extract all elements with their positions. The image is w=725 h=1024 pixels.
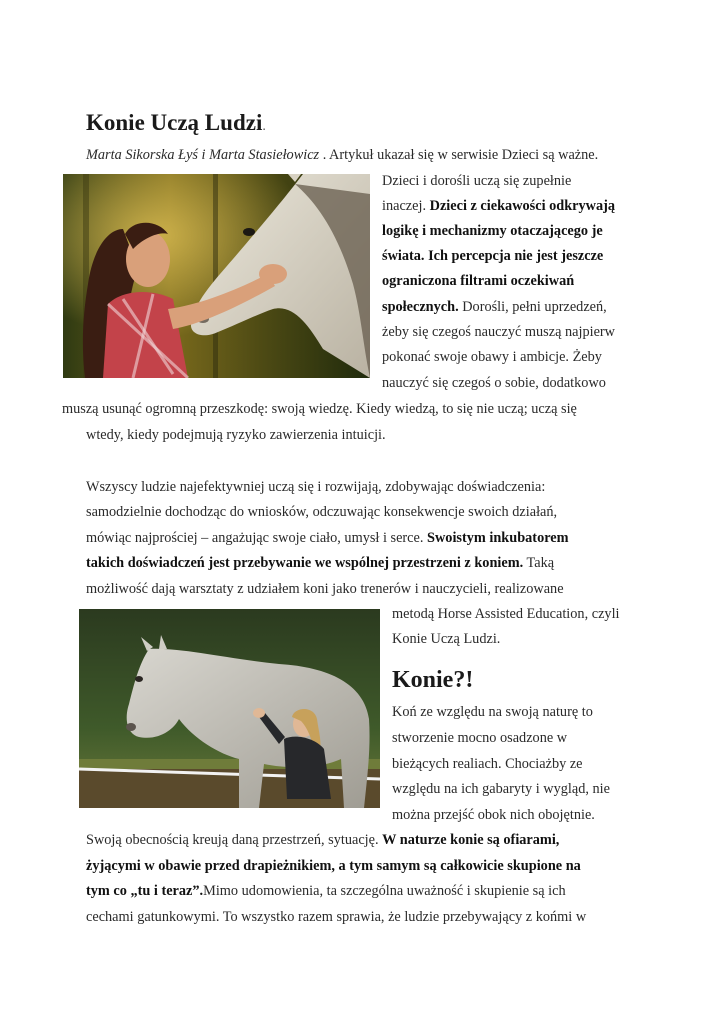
- text-run: Mimo udomowienia, ta szczególna uważność i skupienie są ich: [203, 883, 566, 899]
- bold-run: logikę i mechanizmy otaczającego je: [382, 223, 603, 239]
- para2-line-4: [86, 553, 554, 573]
- para1-line-5: [382, 271, 574, 291]
- para1-line-6: [382, 297, 607, 317]
- text-run: nauczyć się czegoś o sobie, dodatkowo: [382, 375, 606, 391]
- para3-line-8: [86, 881, 566, 901]
- text-run: Taką: [523, 555, 555, 571]
- text-run: względu na ich gabaryty i wygląd, nie: [392, 781, 610, 797]
- text-run: inaczej.: [382, 198, 430, 214]
- text-run: Dorośli, pełni uprzedzeń,: [458, 299, 607, 315]
- bold-run: Dzieci z ciekawości odkrywają: [429, 198, 616, 214]
- para2-line-2: [86, 502, 557, 522]
- text-run: Wszyscy ludzie najefektywniej uczą się i rozwijają, zdobywając doświadczenia:: [86, 479, 546, 495]
- para2-line-3: [86, 528, 569, 548]
- text-run: metodą Horse Assisted Education, czyli: [392, 606, 620, 622]
- text-run: można przejść obok nich obojętnie.: [392, 807, 595, 823]
- para1-line-7: [382, 322, 615, 342]
- para1-line-3: [382, 221, 603, 241]
- para3-line-9: [86, 907, 586, 927]
- para3-line-4: [392, 779, 610, 799]
- para2-line-1: [86, 477, 545, 497]
- bold-run: ograniczona filtrami oczekiwań: [382, 273, 575, 289]
- section-heading: Konie?!: [392, 667, 474, 693]
- text-run: wtedy, kiedy podejmują ryzyko zawierzenia intuicji.: [86, 427, 386, 443]
- para2-line-6: [392, 604, 620, 624]
- para3-line-5: [392, 805, 595, 825]
- title-text: Konie Uczą Ludzi: [86, 110, 263, 135]
- bold-run: W naturze konie są ofiarami,: [382, 832, 560, 848]
- para1-line-4: [382, 246, 603, 266]
- para1-line-9: [382, 373, 606, 393]
- para1-line-2: [382, 196, 615, 216]
- bold-run: takich doświadczeń jest przebywanie we wspólnej przestrzeni z koniem.: [86, 555, 524, 571]
- para3-line-7: [86, 856, 581, 876]
- text-run: Swoją obecnością kreują daną przestrzeń, sytuację.: [86, 832, 383, 848]
- para3-line-6: [86, 830, 559, 850]
- bold-run: tym co „tu i teraz”.: [86, 883, 204, 899]
- para3-line-3: [392, 754, 583, 774]
- para1-line-1: [382, 171, 571, 191]
- text-run: cechami gatunkowymi. To wszystko razem sprawia, że ludzie przebywający z końmi w: [86, 909, 587, 925]
- title-period: .: [262, 119, 266, 134]
- bold-run: żyjącymi w obawie przed drapieżnikiem, a tym samym są całkowicie skupione na: [86, 858, 581, 874]
- para3-line-1: [392, 702, 593, 722]
- text-run: Dzieci i dorośli uczą się zupełnie: [382, 173, 572, 189]
- byline-authors: Marta Sikorska Łyś i Marta Stasiełowicz: [86, 147, 320, 163]
- text-run: samodzielnie dochodząc do wniosków, odczuwając konsekwencje swoich działań,: [86, 504, 558, 520]
- article-title: [86, 110, 266, 136]
- text-run: pokonać swoje obawy i ambicje. Żeby: [382, 349, 602, 365]
- text-run: żeby się czegoś nauczyć muszą najpierw: [382, 324, 616, 340]
- para1-line-11: [86, 425, 386, 445]
- photo-horse-with-child: [79, 609, 380, 808]
- text-run: muszą usunąć ogromną przeszkodę: swoją wiedzę. Kiedy wiedzą, to się nie uczą; uczą się: [62, 401, 577, 417]
- bold-run: społecznych.: [382, 299, 459, 315]
- text-run: stworzenie mocno osadzone w: [392, 730, 568, 746]
- para1-line-8: [382, 347, 602, 367]
- para2-line-7: [392, 629, 500, 649]
- photo-girl-with-horse: [63, 174, 370, 378]
- byline-rest: . Artykuł ukazał się w serwisie Dzieci są ważne.: [319, 147, 599, 163]
- para1-line-10: [62, 399, 577, 419]
- para3-line-2: [392, 728, 567, 748]
- text-run: możliwość dają warsztaty z udziałem koni jako trenerów i nauczycieli, realizowane: [86, 581, 564, 597]
- text-run: Konie Uczą Ludzi.: [392, 631, 501, 647]
- text-run: bieżących realiach. Chociażby ze: [392, 756, 583, 772]
- para2-line-5: [86, 579, 564, 599]
- bold-run: świata. Ich percepcja nie jest jeszcze: [382, 248, 604, 264]
- byline: [86, 145, 598, 165]
- bold-run: Swoistym inkubatorem: [427, 530, 569, 546]
- text-run: mówiąc najprościej – angażując swoje ciało, umysł i serce.: [86, 530, 428, 546]
- text-run: Koń ze względu na swoją naturę to: [392, 704, 593, 720]
